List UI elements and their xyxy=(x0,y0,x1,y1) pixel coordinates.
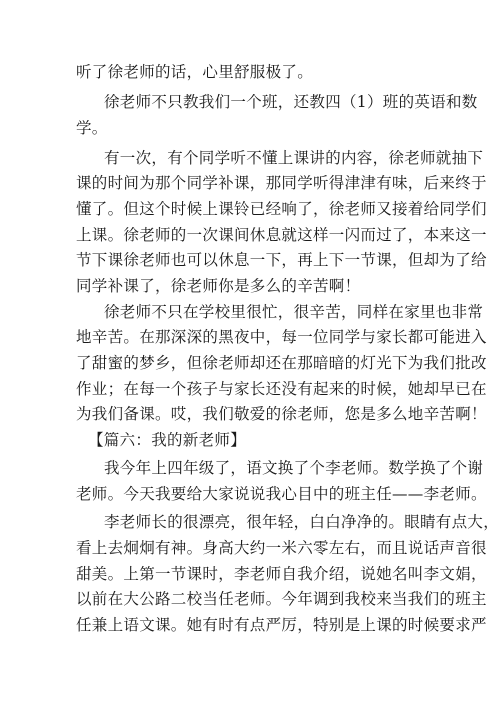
text-line: 甜美。上第一节课时，李老师自我介绍，说她名叫李文娟， xyxy=(76,565,487,583)
paragraph-start-line: 徐老师不只在学校里很忙，很辛苦，同样在家里也非常 xyxy=(104,303,484,321)
text-line: 课的时间为那个同学补课，那同学听得津津有味，后来终于 xyxy=(76,174,487,192)
text-line: 任兼上语文课。她有时有点严厉，特别是上课的时候要求严 xyxy=(76,616,487,634)
text-line: 学。 xyxy=(76,119,108,137)
text-line: 节下课徐老师也可以休息一下，再上下一节课，但却为了给 xyxy=(76,251,487,269)
section-heading: 【篇六：我的新老师】 xyxy=(88,431,247,449)
paragraph-start-line: 徐老师不只教我们一个班，还教四（1）班的英语和数 xyxy=(104,93,478,111)
paragraph-start-line: 我今年上四年级了，语文换了个李老师。数学换了个谢 xyxy=(104,459,484,477)
text-line: 地辛苦。在那深深的黑夜中，每一位同学与家长都可能进入 xyxy=(76,328,487,346)
text-line: 老师。今天我要给大家说说我心目中的班主任——李老师。 xyxy=(76,485,487,503)
text-line: 懂了。但这个时候上课铃已经响了，徐老师又接着给同学们 xyxy=(76,200,487,218)
text-line: 听了徐老师的话，心里舒服极了。 xyxy=(76,63,314,81)
text-line: 作业；在每一个孩子与家长还没有起来的时候，她却早已在 xyxy=(76,380,487,398)
text-line: 以前在大公路二校当任老师。今年调到我校来当我们的班主 xyxy=(76,590,487,608)
text-line: 了甜蜜的梦乡，但徐老师却还在那暗暗的灯光下为我们批改 xyxy=(76,354,487,372)
text-line: 同学补课了，徐老师你是多么的辛苦啊！ xyxy=(76,277,361,295)
text-line: 上课。徐老师的一次课间休息就这样一闪而过了，本来这一 xyxy=(76,226,487,244)
paragraph-start-line: 有一次，有个同学听不懂上课讲的内容，徐老师就抽下 xyxy=(104,149,484,167)
text-line: 为我们备课。哎，我们敬爱的徐老师，您是多么地辛苦啊！ xyxy=(76,405,487,423)
paragraph-start-line: 李老师长的很漂亮，很年轻，白白净净的。眼睛有点大， xyxy=(104,513,500,531)
text-line: 看上去炯炯有神。身高大约一米六零左右，而且说话声音很 xyxy=(76,539,487,557)
